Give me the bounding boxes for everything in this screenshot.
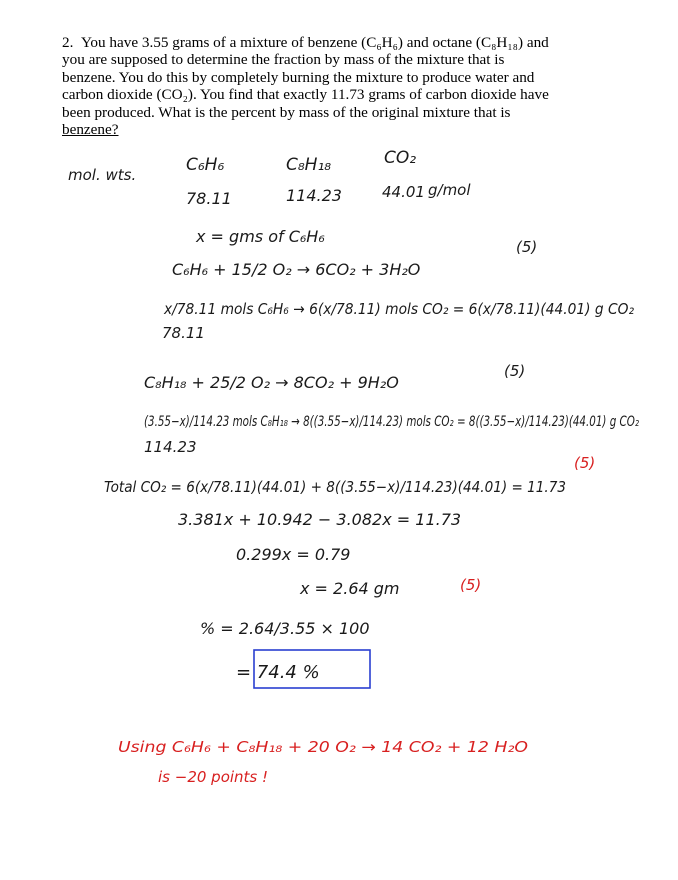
percent-formula: % = 2.64/3.55 × 100	[200, 619, 370, 638]
points-4: (5)	[460, 576, 482, 594]
warning-note-line-1: Using C₆H₆ + C₈H₁₈ + 20 O₂ → 14 CO₂ + 12 H₂O	[118, 738, 529, 756]
algebra-step-2: 0.299x = 0.79	[236, 545, 351, 564]
points-1: (5)	[516, 238, 538, 256]
algebra-step-3: x = 2.64 gm	[300, 579, 400, 598]
mw-c8h18: 114.23	[286, 186, 342, 205]
octane-mw-denominator: 114.23	[144, 438, 197, 456]
octane-equation: C₈H₁₈ + 25/2 O₂ → 8CO₂ + 9H₂O	[144, 373, 399, 392]
benzene-mw-denominator: 78.11	[162, 324, 205, 342]
algebra-step-1: 3.381x + 10.942 − 3.082x = 11.73	[178, 510, 462, 529]
problem-line-3: benzene. You do this by completely burning the mixture to produce water and	[62, 68, 535, 86]
problem-line-1: 2. You have 3.55 grams of a mixture of benzene (C₆H₆) and octane (C₈H₁₈) and	[62, 34, 549, 51]
final-answer: = 74.4 %	[236, 662, 320, 683]
problem-line-5: been produced. What is the percent by mass of the original mixture that is	[62, 103, 511, 121]
problem-line-4: carbon dioxide (CO₂). You find that exactly 11.73 grams of carbon dioxide have	[62, 86, 549, 104]
x-definition: x = gms of C₆H₆	[196, 227, 325, 246]
benzene-equation: C₆H₆ + 15/2 O₂ → 6CO₂ + 3H₂O	[172, 260, 421, 279]
co2-label: CO₂	[384, 148, 417, 168]
problem-line-6: benzene?	[62, 121, 119, 139]
problem-line-2: you are supposed to determine the fraction by mass of the mixture that is	[62, 51, 505, 69]
points-2: (5)	[504, 362, 526, 380]
mol-wts-label: mol. wts.	[68, 166, 137, 184]
c6h6-label: C₆H₆	[186, 155, 225, 175]
octane-mole-relation: (3.55−x)/114.23 mols C₈H₁₈ → 8((3.55−x)/114.23) mols CO₂ = 8((3.55−x)/114.23)(44.01) g CO₂	[144, 414, 640, 430]
units-label: g/mol	[428, 181, 471, 199]
total-co2-equation: Total CO₂ = 6(x/78.11)(44.01) + 8((3.55−x)/114.23)(44.01) = 11.73	[104, 478, 566, 496]
mw-c6h6: 78.11	[186, 189, 232, 208]
points-3: (5)	[574, 454, 596, 472]
problem-number: 2.	[62, 34, 74, 51]
benzene-mole-relation: x/78.11 mols C₆H₆ → 6(x/78.11) mols CO₂ = 6(x/78.11)(44.01) g CO₂	[163, 300, 634, 318]
warning-note-line-2: is −20 points !	[158, 768, 269, 786]
mw-co2: 44.01	[382, 183, 425, 201]
c8h18-label: C₈H₁₈	[286, 155, 332, 175]
